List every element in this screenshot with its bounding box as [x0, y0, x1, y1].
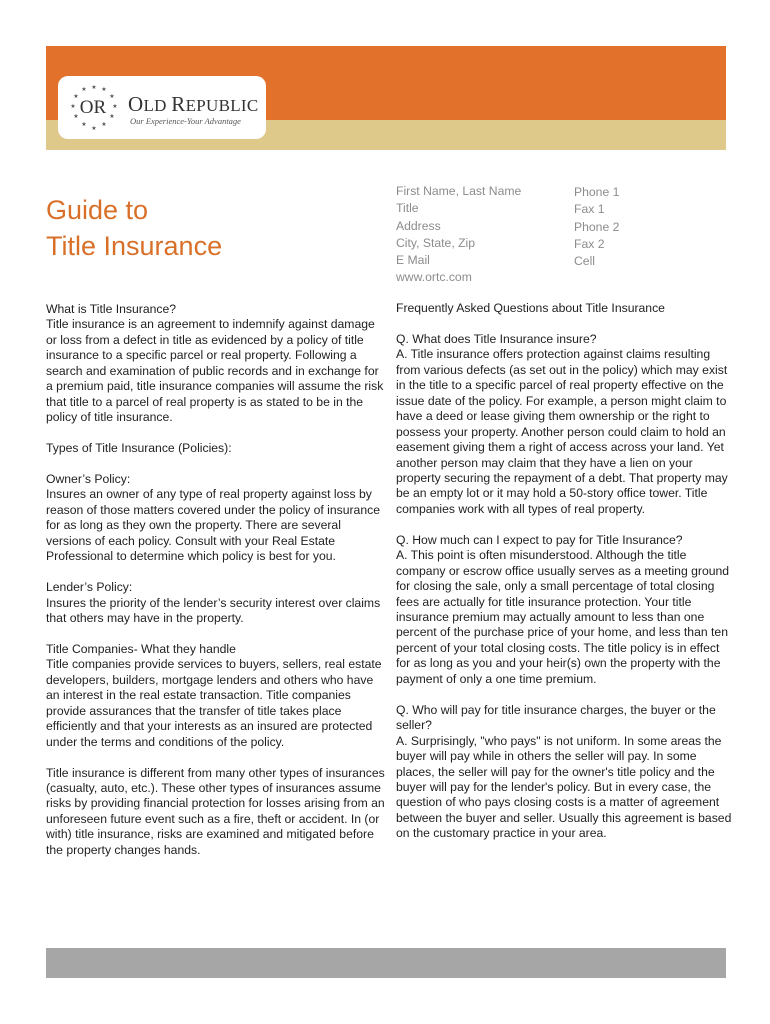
- contact-name: First Name, Last Name: [396, 184, 522, 198]
- logo: [58, 76, 266, 139]
- svg-text:★: ★: [81, 87, 87, 93]
- lender-body: Insures the priority of the lender’s security interest over claims that others may have in the property.: [46, 595, 381, 626]
- faq-answer-3: A. Surprisingly, "who pays" is not uniform. In some areas the buyer will pay while in others the seller will pay. In some places, the seller will pay for the owner's title policy and the buyer will pay for the lender's policy. But in every case, the question of who pays closing costs is a matter of agreement between the buyer and seller. Usually this agreement is based on the customary practice in your area.: [396, 733, 732, 841]
- left-column: [46, 302, 388, 874]
- companies-body: Title companies provide services to buyers, sellers, real estate developers, builders, mortgage lenders and others who have an interest in the real estate transaction. Title companies provide assurances that the transfer of title takes place efficiently and that your interests as an insured are protected under the terms and conditions of the policy.: [46, 657, 382, 749]
- contact-fax-2: Fax 2: [574, 236, 605, 251]
- contact-phone-2: Phone 2: [574, 219, 620, 234]
- title-line-2: Title Insurance: [46, 231, 223, 261]
- what-body: Title insurance is an agreement to indemnify against damage or loss from a defect in title as evidenced by a policy of title insurance to a specific parcel or real property. Following a search and examination of public records and in exchange for a premium paid, title insurance companies will assume the risk that title to a parcel of real property is as stated to be in the policy of title insurance.: [46, 317, 384, 425]
- svg-text:★: ★: [73, 114, 79, 120]
- svg-text:★: ★: [109, 114, 115, 120]
- contact-website: www.ortc.com: [396, 270, 472, 285]
- footer-bar: [46, 948, 726, 978]
- owner-body: Insures an owner of any type of real property against loss by reason of those matters covered under the policy of insurance for as long as they own the property. There are several versions of each policy. Consult with your Real Estate Professional to determine which policy is best for you.: [46, 487, 380, 564]
- faq-answer-2: A. This point is often misunderstood. Although the title company or escrow office usually serves as a meeting ground for closing the sale, only a small percentage of total closing fees are actually for title insurance protection. Your title insurance premium may actually amount to less than one percent of the purchase price of your home, and less than ten percent of your total closing costs. The title policy is in effect for as long as you and your heir(s) own the property with the payment of only a one time premium.: [396, 548, 730, 686]
- contact-email: E Mail: [396, 253, 430, 268]
- contact-city-state-zip: City, State, Zip: [396, 235, 476, 250]
- owner-heading: Owner’s Policy:: [46, 471, 131, 486]
- faq-heading: Frequently Asked Questions about Title Insurance: [396, 301, 665, 315]
- faq-item-2: [396, 533, 734, 688]
- types-heading: Types of Title Insurance (Policies):: [46, 441, 232, 456]
- svg-text:OR: OR: [79, 97, 107, 118]
- contact-phone-1: Phone 1: [574, 185, 620, 199]
- contact-info-left: [396, 183, 521, 287]
- old-republic-seal-icon: [66, 80, 122, 136]
- svg-text:★: ★: [91, 126, 97, 132]
- faq-answer-1: A. Title insurance offers protection against claims resulting from various defects (as set out in the policy) which may exist in the title to a specific parcel of real property effective on the issue date of the policy. For example, a person might claim to have a deed or lease giving them ownership or the right to possess your property. Another person could claim to hold an easement giving them a right of access across your land. Yet another person may claim that they have a lien on your property securing the repayment of a debt. That property may be an empty lot or it may hold a 50-story office tower. Title companies work with all types of real property.: [396, 347, 728, 516]
- companies-heading: Title Companies- What they handle: [46, 641, 236, 656]
- svg-text:★: ★: [81, 122, 87, 128]
- brand-name: OLD REPUBLIC: [128, 92, 259, 116]
- svg-text:★: ★: [91, 85, 97, 91]
- faq-question-1: Q. What does Title Insurance insure?: [396, 331, 597, 346]
- section-lender-policy: [46, 580, 388, 626]
- contact-title: Title: [396, 201, 419, 216]
- section-what-is: [46, 302, 388, 426]
- svg-text:★: ★: [109, 94, 115, 100]
- svg-text:★: ★: [70, 104, 76, 110]
- section-title-companies: [46, 642, 388, 750]
- faq-question-3: Q. Who will pay for title insurance charges, the buyer or the seller?: [396, 702, 716, 733]
- right-column: [396, 301, 734, 857]
- contact-fax-1: Fax 1: [574, 202, 605, 217]
- faq-question-2: Q. How much can I expect to pay for Title Insurance?: [396, 532, 683, 547]
- contact-cell: Cell: [574, 254, 595, 269]
- section-difference: Title insurance is different from many other types of insurances (casualty, auto, etc.). These other types of insurances assume risks by providing financial protection for losses arising from an unforeseen future event such as a fire, theft or accident. In (or with) title insurance, risks are examined and mitigated before the property changes hands.: [46, 765, 385, 857]
- svg-text:★: ★: [101, 122, 107, 128]
- svg-text:★: ★: [73, 94, 79, 100]
- svg-text:★: ★: [101, 87, 107, 93]
- brand-tagline: Our Experience-Your Advantage: [130, 116, 241, 126]
- contact-address: Address: [396, 218, 441, 233]
- faq-item-3: [396, 703, 734, 842]
- contact-info-right: [574, 184, 619, 270]
- faq-item-1: [396, 332, 734, 517]
- section-owner-policy: [46, 472, 388, 565]
- title-line-1: Guide to: [46, 195, 149, 225]
- svg-text:★: ★: [112, 104, 118, 110]
- lender-heading: Lender’s Policy:: [46, 580, 133, 595]
- what-heading: What is Title Insurance?: [46, 302, 177, 316]
- page-title: [46, 192, 346, 264]
